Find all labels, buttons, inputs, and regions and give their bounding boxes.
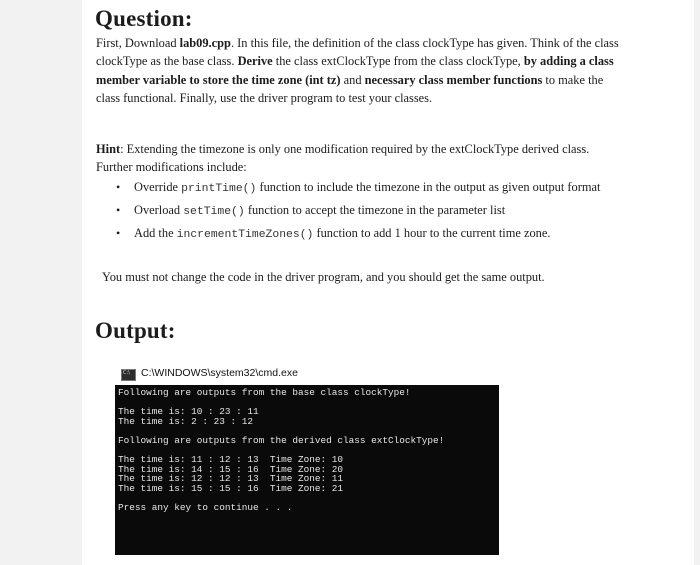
list-item: • Overload setTime() function to accept the timezone in the parameter list — [116, 201, 622, 221]
intro-text-run: to make the class functional. Finally, use the driver program to test your classes. — [96, 72, 604, 106]
intro-text-run: the class extClockType from the class clockType, — [272, 54, 524, 69]
list-item: • Add the incrementTimeZones() function to add 1 hour to the current time zone. — [116, 224, 622, 244]
console-line: The time is: 10 : 23 : 11 — [118, 406, 259, 418]
question-heading: Question: — [95, 6, 193, 31]
console-line: The time is: 14 : 15 : 16 Time Zone: 20 — [118, 463, 344, 475]
code-increment-time-zones: incrementTimeZones() — [176, 228, 314, 241]
console-line: Following are outputs from the derived class extClockType! — [118, 434, 445, 446]
console-line: The time is: 12 : 12 : 13 Time Zone: 11 — [118, 473, 344, 485]
code-print-time: printTime() — [181, 183, 257, 195]
list-item: • Override printTime() function to include the timezone in the output as given output format — [116, 178, 622, 198]
intro-bold-run: necessary class member functions — [364, 72, 543, 87]
console-window — [115, 363, 499, 555]
intro-text-run: . In this file, the definition of the class clockType has given. Think of the class clockType as the base class. — [96, 36, 619, 69]
intro-text-run: and — [340, 72, 365, 87]
question-intro-paragraph — [96, 34, 622, 108]
console-line: The time is: 15 : 15 : 16 Time Zone: 21 — [118, 482, 344, 494]
hint-paragraph — [96, 140, 622, 177]
console-titlebar — [115, 363, 499, 385]
intro-bold-run: by adding a class member variable to store the time zone (int tz) — [96, 54, 614, 87]
console-line: The time is: 11 : 12 : 13 Time Zone: 10 — [118, 454, 344, 466]
console-line: Following are outputs from the base class clockType! — [118, 387, 411, 398]
console-output — [118, 388, 497, 513]
code-set-time: setTime() — [183, 206, 245, 219]
modification-list — [116, 178, 622, 244]
console-line: Press any key to continue . . . — [118, 502, 293, 514]
cmd-icon — [121, 369, 136, 381]
hint-label: Hint — [96, 142, 121, 156]
output-heading: Output: — [95, 318, 176, 343]
hint-text: : Extending the timezone is only one modification required by the extClockType derived class. Further modifications include: — [96, 142, 590, 175]
intro-bold-run: Derive — [237, 54, 273, 69]
console-title: C:\WINDOWS\system32\cmd.exe — [141, 367, 298, 379]
intro-text-run: First, Download — [96, 36, 180, 50]
driver-notice: You must not change the code in the driver program, and you should get the same output. — [102, 270, 545, 284]
console-line: The time is: 2 : 23 : 12 — [118, 415, 254, 427]
intro-bold-run: lab09.cpp — [179, 36, 231, 50]
